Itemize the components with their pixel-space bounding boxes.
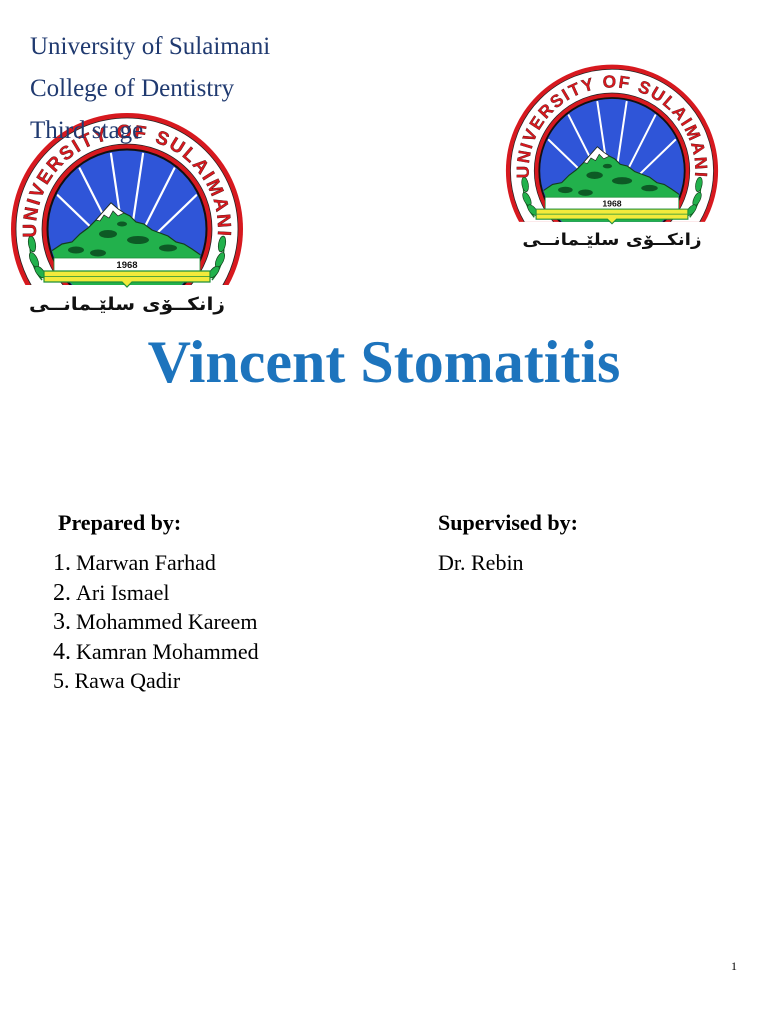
list-item-name: Mohammed Kareem: [76, 609, 258, 634]
supervised-by-heading: Supervised by:: [438, 510, 578, 535]
list-item-number: 1.: [53, 550, 71, 576]
list-item-name: Kamran Mohammed: [76, 638, 259, 664]
page-number: 1: [731, 959, 737, 973]
supervisor-name: Dr. Rebin: [438, 550, 524, 575]
college-name: College of Dentistry: [30, 75, 235, 102]
document-title: Vincent Stomatitis: [147, 329, 621, 395]
list-item-name: Ari Ismael: [76, 579, 170, 605]
list-item-number: 3.: [53, 609, 71, 635]
list-item-number: 4.: [53, 638, 71, 665]
list-item: [53, 666, 259, 696]
stage-label: Third stage: [30, 117, 144, 144]
list-item-number: 2.: [53, 579, 71, 606]
list-item: [53, 637, 259, 667]
list-item-number: 5.: [53, 668, 70, 693]
university-logo-right: [505, 62, 719, 252]
university-name: University of Sulaimani: [30, 33, 271, 60]
list-item: [53, 607, 259, 637]
list-item: [53, 548, 259, 578]
list-item: [53, 578, 259, 608]
prepared-by-list: [53, 548, 259, 696]
prepared-by-heading: Prepared by:: [58, 510, 182, 535]
list-item-name: Rawa Qadir: [74, 668, 181, 693]
list-item-name: Marwan Farhad: [76, 550, 216, 575]
